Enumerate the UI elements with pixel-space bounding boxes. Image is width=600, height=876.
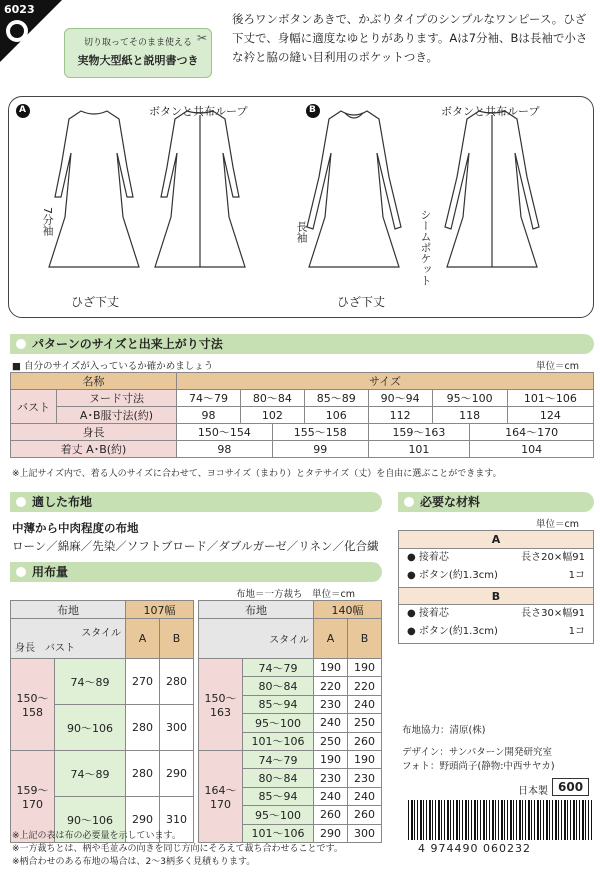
style-a-mark: A	[19, 105, 26, 115]
materials-b-header: B	[399, 587, 593, 605]
y140-width: 140幅	[314, 601, 382, 619]
y140-g1-r0-b: 190	[348, 750, 382, 768]
pattern-badge	[64, 28, 212, 78]
y140-g1-r4-b: 300	[348, 824, 382, 842]
y107-bust-h: バスト	[45, 642, 75, 654]
label-a-sleeve: 7分袖	[41, 207, 54, 236]
material-b-0-val: 長さ30×幅91	[521, 608, 585, 619]
nude-2: 85〜89	[304, 390, 368, 407]
height-1: 155〜158	[272, 424, 368, 441]
credit-design: デザイン：サンパターン開発研究室	[402, 747, 553, 758]
y140-g1-r1-bust: 80〜84	[243, 769, 314, 787]
y107-g0-r0-bust: 74〜89	[55, 659, 126, 705]
price-box: 600	[552, 778, 589, 796]
y107-style-h: スタイル	[81, 627, 121, 639]
nude-5: 101〜106	[507, 390, 593, 407]
materials-section-title: 必要な材料	[398, 492, 594, 512]
y140-g1-r1-b: 230	[348, 769, 382, 787]
y140-h1: 164〜170	[199, 750, 243, 842]
illustration-panel	[8, 96, 594, 318]
brand-logo	[6, 20, 28, 42]
pattern-number: 6023	[4, 3, 35, 16]
yardage-note: 布地＝一方裁ち 単位＝cm	[236, 589, 355, 600]
y107-g1-r1-a: 290	[126, 797, 160, 843]
y140-g1-r4-a: 290	[314, 824, 348, 842]
size-note: ■ 自分のサイズが入っているか確かめましょう	[12, 361, 214, 372]
yardage-note-0: ※上記の表は布の必要量を示しています。	[12, 831, 181, 841]
barcode	[408, 800, 592, 840]
material-b-0-name: 接着芯	[418, 608, 449, 619]
fabric-subtitle: 中薄から中肉程度の布地	[12, 521, 139, 535]
y140-g0-r4-a: 250	[314, 732, 348, 750]
y107-height-bust-h	[11, 639, 125, 654]
th-nude: ヌード寸法	[57, 390, 177, 407]
y140-g0-r3-a: 240	[314, 714, 348, 732]
yardage-table-107	[10, 600, 194, 843]
length-2: 101	[368, 441, 469, 458]
garment-1: 102	[240, 407, 304, 424]
scissors-icon: ✂	[196, 31, 207, 45]
material-a-0: ● 接着芯 長さ20×幅91	[399, 549, 593, 567]
y140-g0-r1-a: 220	[314, 677, 348, 695]
credit-fabric: 布地協力：清原(株)	[402, 725, 486, 736]
y140-style-h: スタイル	[199, 619, 314, 659]
dress-drawings	[9, 97, 595, 319]
y140-g0-r1-b: 220	[348, 677, 382, 695]
intro-text: 後ろワンボタンあきで、かぶりタイプのシンプルなワンピース。ひざ下丈で、身幅に適度なゆとりがあります。Aは7分袖、Bは長袖で小さな衿と脇の縫い目利用のポケットつき。	[232, 12, 588, 64]
material-a-1-val: 1コ	[568, 570, 585, 581]
label-b-sleeve: 長袖	[295, 221, 308, 243]
size-footnote: ※上記サイズ内で、着る人のサイズに合わせて、ヨコサイズ（まわり）とタテサイズ（丈）を自由に選ぶことができます。	[12, 469, 502, 479]
yardage-note-1: ※一方裁ちとは、柄や毛並みの向きを同じ方向にそろえて裁ち合わせることです。	[12, 844, 343, 854]
y140-g1-r4-bust: 101〜106	[243, 824, 314, 842]
badge-line1: 切り取ってそのまま使える	[83, 38, 192, 48]
y140-g1-r2-b: 240	[348, 787, 382, 805]
th-name: 名称	[11, 373, 177, 390]
made-in: 日本製	[518, 786, 548, 797]
y140-g1-r1-a: 230	[314, 769, 348, 787]
y107-g0-r0-a: 270	[126, 659, 160, 705]
y140-g1-r2-a: 240	[314, 787, 348, 805]
nude-0: 74〜79	[177, 390, 241, 407]
label-b-length: ひざ下丈	[337, 295, 386, 309]
materials-a-header: A	[399, 531, 593, 549]
y140-fabric-h: 布地	[199, 601, 314, 619]
size-note-text: 自分のサイズが入っているか確かめましょう	[24, 361, 214, 372]
y107-h0: 150〜158	[11, 659, 55, 751]
label-a-length: ひざ下丈	[71, 295, 120, 309]
y107-g1-r0-b: 290	[160, 751, 194, 797]
y107-g1-r1-b: 310	[160, 797, 194, 843]
garment-5: 124	[507, 407, 593, 424]
y140-g0-r2-bust: 85〜94	[243, 695, 314, 713]
y107-g1-r1-bust: 90〜106	[55, 797, 126, 843]
length-1: 99	[272, 441, 368, 458]
height-2: 159〜163	[368, 424, 469, 441]
size-unit: 単位＝cm	[536, 361, 579, 372]
y107-corner	[11, 619, 126, 659]
nude-3: 90〜94	[368, 390, 432, 407]
size-section-title: パターンのサイズと出来上がり寸法	[10, 334, 594, 354]
material-b-0: ● 接着芯 長さ30×幅91	[399, 605, 593, 623]
length-3: 104	[470, 441, 594, 458]
badge-line2: 実物大型紙と説明書つき	[77, 54, 199, 67]
label-b-pocket: シームポケット	[419, 209, 432, 286]
y140-g0-r2-a: 230	[314, 695, 348, 713]
style-b-mark: B	[309, 105, 316, 115]
th-length: 着丈 A･B(約)	[11, 441, 177, 458]
credit-photo: フォト：野頭尚子(静物:中西サヤカ)	[402, 761, 555, 772]
y140-g0-r0-b: 190	[348, 659, 382, 677]
material-b-1-val: 1コ	[568, 626, 585, 637]
y107-g0-r0-b: 280	[160, 659, 194, 705]
y140-a: A	[314, 619, 348, 659]
material-a-0-name: 接着芯	[418, 552, 449, 563]
nude-1: 80〜84	[240, 390, 304, 407]
y140-g1-r0-bust: 74〜79	[243, 750, 314, 768]
materials-box	[398, 530, 594, 644]
y140-g1-r3-b: 260	[348, 806, 382, 824]
fabric-section-title: 適した布地	[10, 492, 382, 512]
y140-g1-r3-bust: 95〜100	[243, 806, 314, 824]
material-a-1: ● ボタン(約1.3cm) 1コ	[399, 567, 593, 585]
garment-2: 106	[304, 407, 368, 424]
y140-g0-r3-b: 250	[348, 714, 382, 732]
material-a-0-val: 長さ20×幅91	[521, 552, 585, 563]
th-bust: バスト	[11, 390, 57, 424]
yardage-table-140	[198, 600, 382, 843]
length-0: 98	[177, 441, 273, 458]
material-a-1-name: ボタン(約1.3cm)	[418, 570, 498, 581]
y107-b: B	[160, 619, 194, 659]
nude-4: 95〜100	[432, 390, 507, 407]
y140-g0-r0-bust: 74〜79	[243, 659, 314, 677]
y107-g1-r0-a: 280	[126, 751, 160, 797]
y140-g0-r2-b: 240	[348, 695, 382, 713]
y140-b: B	[348, 619, 382, 659]
fabric-list: ローン／綿麻／先染／ソフトブロード／ダブルガーゼ／リネン／化合繊	[12, 539, 379, 553]
label-a-button-loop: ボタンと共布ループ	[149, 105, 248, 118]
y140-g0-r4-b: 260	[348, 732, 382, 750]
garment-0: 98	[177, 407, 241, 424]
yardage-notes	[12, 830, 343, 869]
garment-3: 112	[368, 407, 432, 424]
y107-a: A	[126, 619, 160, 659]
material-b-1: ● ボタン(約1.3cm) 1コ	[399, 623, 593, 641]
height-3: 164〜170	[470, 424, 594, 441]
y107-width: 107幅	[126, 601, 194, 619]
garment-4: 118	[432, 407, 507, 424]
barcode-number: 4 974490 060232	[418, 842, 531, 855]
y140-g1-r0-a: 190	[314, 750, 348, 768]
y107-g1-r0-bust: 74〜89	[55, 751, 126, 797]
y140-h0: 150〜163	[199, 659, 243, 751]
y140-g0-r4-bust: 101〜106	[243, 732, 314, 750]
y107-fabric-h: 布地	[11, 601, 126, 619]
label-b-button-loop: ボタンと共布ループ	[441, 105, 540, 118]
y107-height-h: 身長	[15, 642, 35, 654]
size-table	[10, 372, 594, 458]
y140-g0-r3-bust: 95〜100	[243, 714, 314, 732]
y140-g0-r0-a: 190	[314, 659, 348, 677]
height-0: 150〜154	[177, 424, 273, 441]
y107-h1: 159〜170	[11, 751, 55, 843]
material-b-1-name: ボタン(約1.3cm)	[418, 626, 498, 637]
materials-unit: 単位＝cm	[536, 519, 579, 530]
y107-g0-r1-bust: 90〜106	[55, 705, 126, 751]
y107-g0-r1-a: 280	[126, 705, 160, 751]
y107-g0-r1-b: 300	[160, 705, 194, 751]
yardage-section-title: 用布量	[10, 562, 382, 582]
th-height: 身長	[11, 424, 177, 441]
y140-g1-r2-bust: 85〜94	[243, 787, 314, 805]
th-garment: A･B服寸法(約)	[57, 407, 177, 424]
th-size: サイズ	[177, 373, 594, 390]
yardage-note-2: ※柄合わせのある布地の場合は、2〜3柄多く見積もります。	[12, 857, 256, 867]
y140-g0-r1-bust: 80〜84	[243, 677, 314, 695]
y140-g1-r3-a: 260	[314, 806, 348, 824]
